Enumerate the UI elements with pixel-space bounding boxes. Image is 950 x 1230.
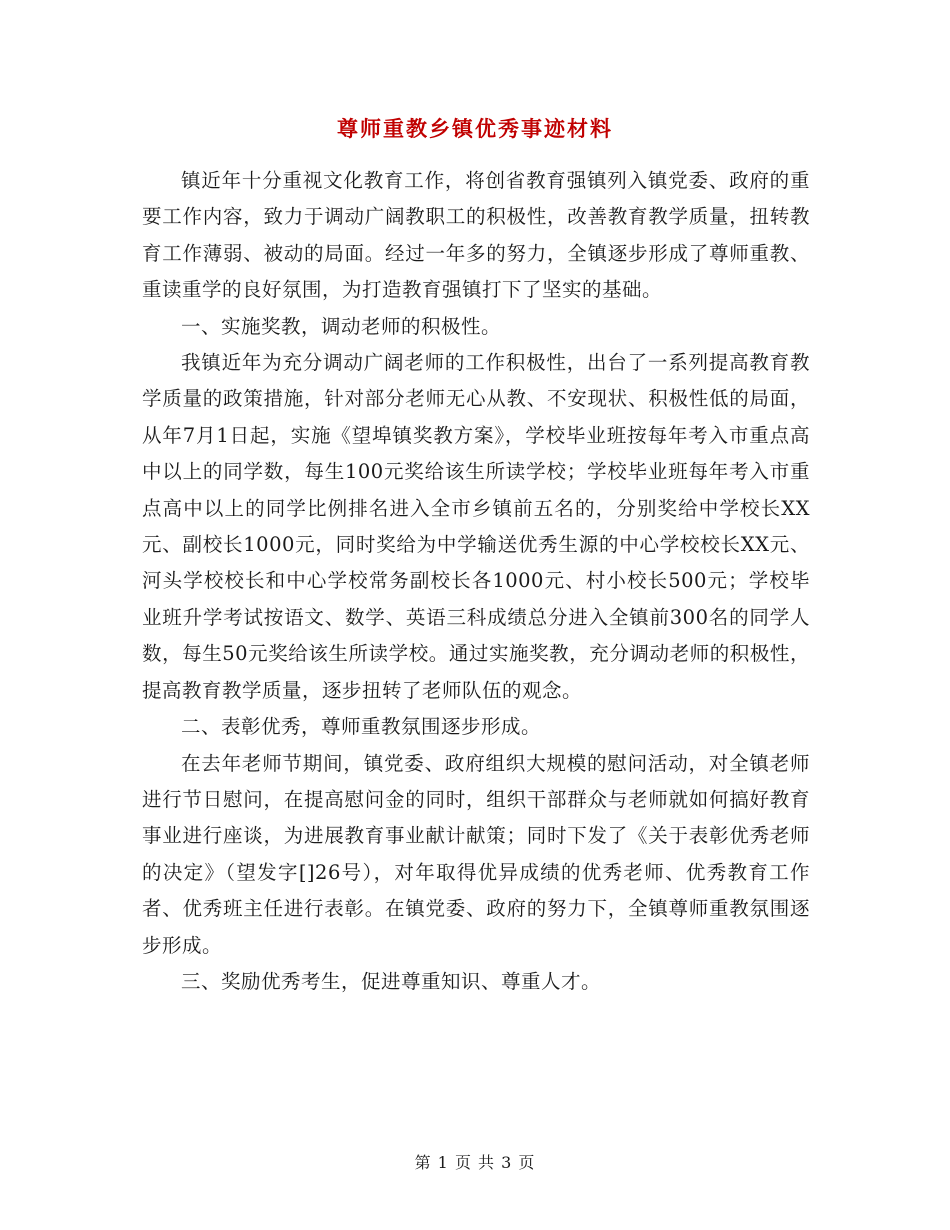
paragraph-intro: 镇近年十分重视文化教育工作，将创省教育强镇列入镇党委、政府的重要工作内容，致力于调动广阔教职工的积极性，改善教育教学质量，扭转教育工作薄弱、被动的局面。经过一年多的努力，全镇逐步形成了尊师重教、重读重学的良好氛围，为打造教育强镇打下了坚实的基础。 <box>142 169 810 302</box>
paragraph-section-2: 在去年老师节期间，镇党委、政府组织大规模的慰问活动，对全镇老师进行节日慰问，在提高慰问金的同时，组织干部群众与老师就如何搞好教育事业进行座谈，为进展教育事业献计献策；同时下发了《关于表彰优秀老师的决定》（望发字[]26号），对年取得优异成绩的优秀老师、优秀教育工作者、优秀班主任进行表彰。在镇党委、政府的努力下，全镇尊师重教氛围逐步形成。 <box>142 751 810 957</box>
page-number-footer: 第 1 页 共 3 页 <box>414 1153 536 1172</box>
section-heading-2: 二、表彰优秀，尊师重教氛围逐步形成。 <box>181 715 542 739</box>
document-body <box>142 163 810 1000</box>
section-heading-1: 一、实施奖教，调动老师的积极性。 <box>181 314 502 338</box>
section-heading-3: 三、奖励优秀考生，促进尊重知识、尊重人才。 <box>181 969 602 993</box>
document-title: 尊师重教乡镇优秀事迹材料 <box>337 116 613 141</box>
paragraph-section-1: 我镇近年为充分调动广阔老师的工作积极性，出台了一系列提高教育教学质量的政策措施，针对部分老师无心从教、不安现状、积极性低的局面，从年7月1日起，实施《望埠镇奖教方案》，学校毕业班按每年考入市重点高中以上的同学数，每生100元奖给该生所读学校；学校毕业班每年考入市重点高中以上的同学比例排名进入全市乡镇前五名的，分别奖给中学校长XX元、副校长1000元，同时奖给为中学输送优秀生源的中心学校校长XX元、河头学校校长和中心学校常务副校长各1000元、村小校长500元；学校毕业班升学考试按语文、数学、英语三科成绩总分进入全镇前300名的同学人数，每生50元奖给该生所读学校。通过实施奖教，充分调动老师的积极性，提高教育教学质量，逐步扭转了老师队伍的观念。 <box>142 351 810 702</box>
